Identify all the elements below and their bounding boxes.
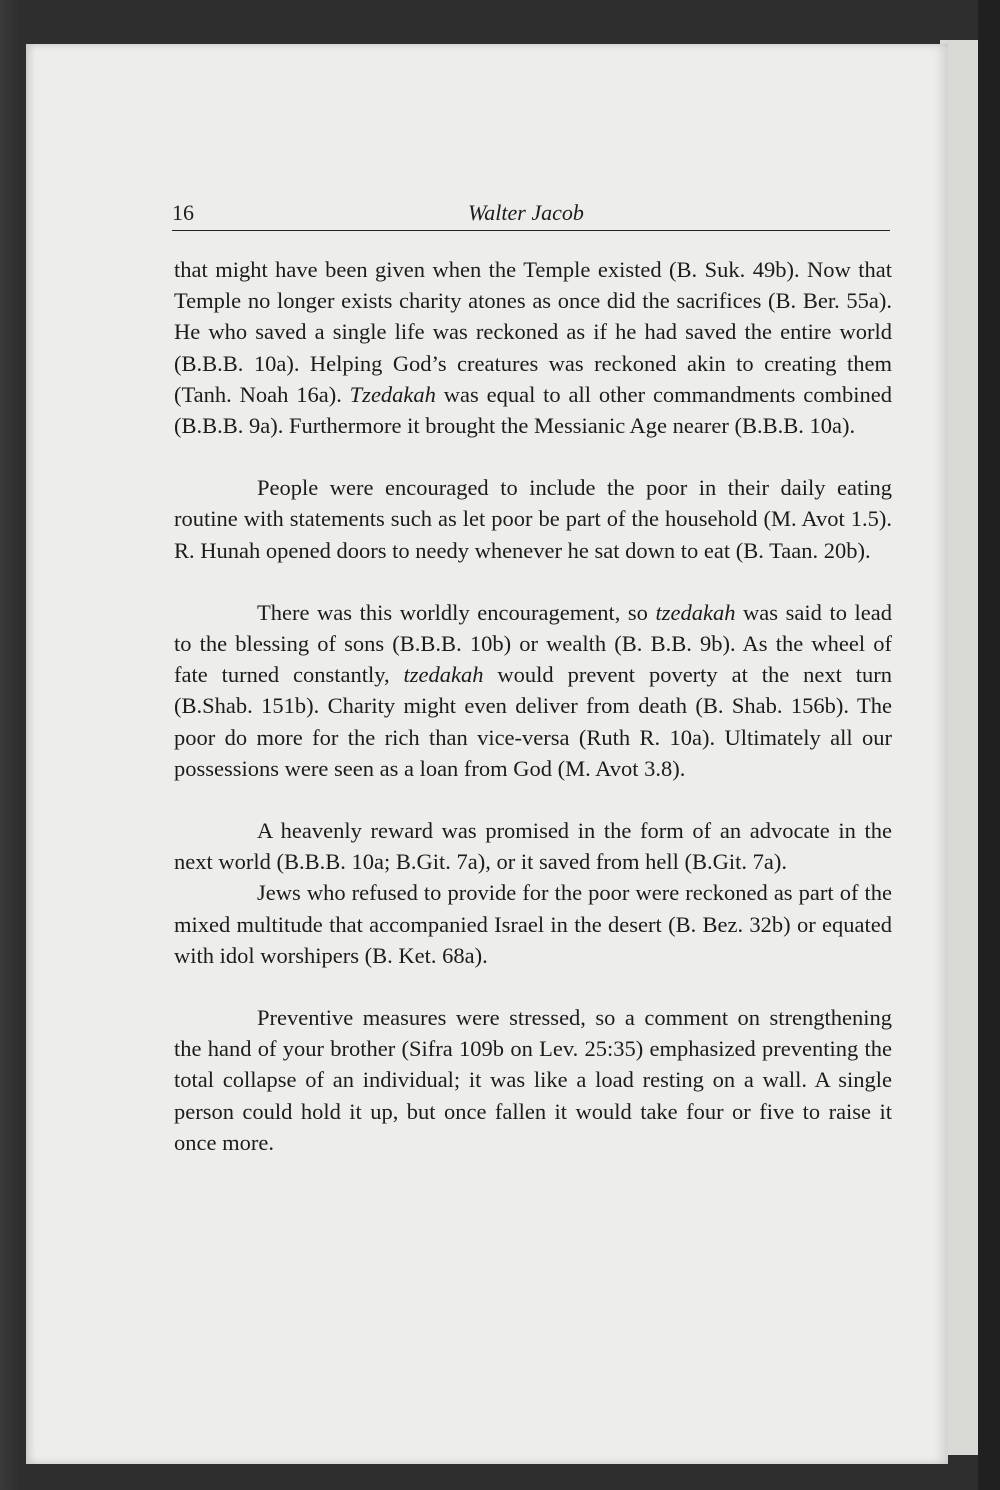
scan-border <box>978 0 1000 1490</box>
running-head-author: Walter Jacob <box>468 200 584 225</box>
text-run: that might have been given when the Temple existed (B. Suk. 49b). Now that Temple no longer exists charity atones as once did the sacrifices (B. Ber. 55a). He who saved a single life was reckoned as if he had saved the entire world (B.B.B. 10a). Helping God’s creatures was reckoned akin to creating them (Tanh. Noah 16a). <box>174 257 892 407</box>
italic-term: tzedakah <box>655 599 736 625</box>
paragraph-temple-charity <box>174 254 892 441</box>
text-run: was said to lead to the blessing of sons (B.B.B. 10b) or wealth (B. B.B. 9b). As the wheel of fate turned constantly, <box>174 599 892 688</box>
text-run: Preventive measures were stressed, so a comment on strengthening the hand of your brother (Sifra 109b on Lev. 25:35) emphasized preventing the total collapse of an individual; it was like a load resting on a wall. A single person could hold it up, but once fallen it would take four or five to raise it once more. <box>174 1005 892 1155</box>
page-header <box>172 198 890 231</box>
italic-term: tzedakah <box>403 662 484 688</box>
paragraph-heavenly-reward <box>174 815 892 877</box>
paragraph-preventive-measures <box>174 1002 892 1158</box>
paragraph-daily-eating <box>174 472 892 566</box>
text-run: People were encouraged to include the poor in their daily eating routine with statements such as let poor be part of the household (M. Avot 1.5). R. Hunah opened doors to needy whenever he sat down to eat (B. Taan. 20b). <box>174 475 892 563</box>
text-run: was equal to all other commandments combined (B.B.B. 9a). Furthermore it brought the Messianic Age nearer (B.B.B. 10a). <box>174 381 892 439</box>
page-number: 16 <box>172 200 194 225</box>
italic-term: Tzedakah <box>349 381 436 407</box>
body-text <box>174 254 892 1189</box>
text-run: would prevent poverty at the next turn (B.Shab. 151b). Charity might even deliver from death (B. Shab. 156b). The poor do more for the rich than vice-versa (Ruth R. 10a). Ultimately all our possessions were seen as a loan from God (M. Avot 3.8). <box>174 662 892 781</box>
text-run: There was this worldly encouragement, so <box>257 599 656 625</box>
text-run: Jews who refused to provide for the poor were reckoned as part of the mixed multitude that accompanied Israel in the desert (B. Bez. 32b) or equated with idol worshipers (B. Ket. 68a). <box>174 880 892 968</box>
paragraph-worldly-encouragement <box>174 597 892 784</box>
paragraph-refused-to-provide <box>174 877 892 971</box>
text-run: A heavenly reward was promised in the form of an advocate in the next world (B.B.B. 10a; B.Git. 7a), or it saved from hell (B.Git. 7a). <box>174 818 892 875</box>
